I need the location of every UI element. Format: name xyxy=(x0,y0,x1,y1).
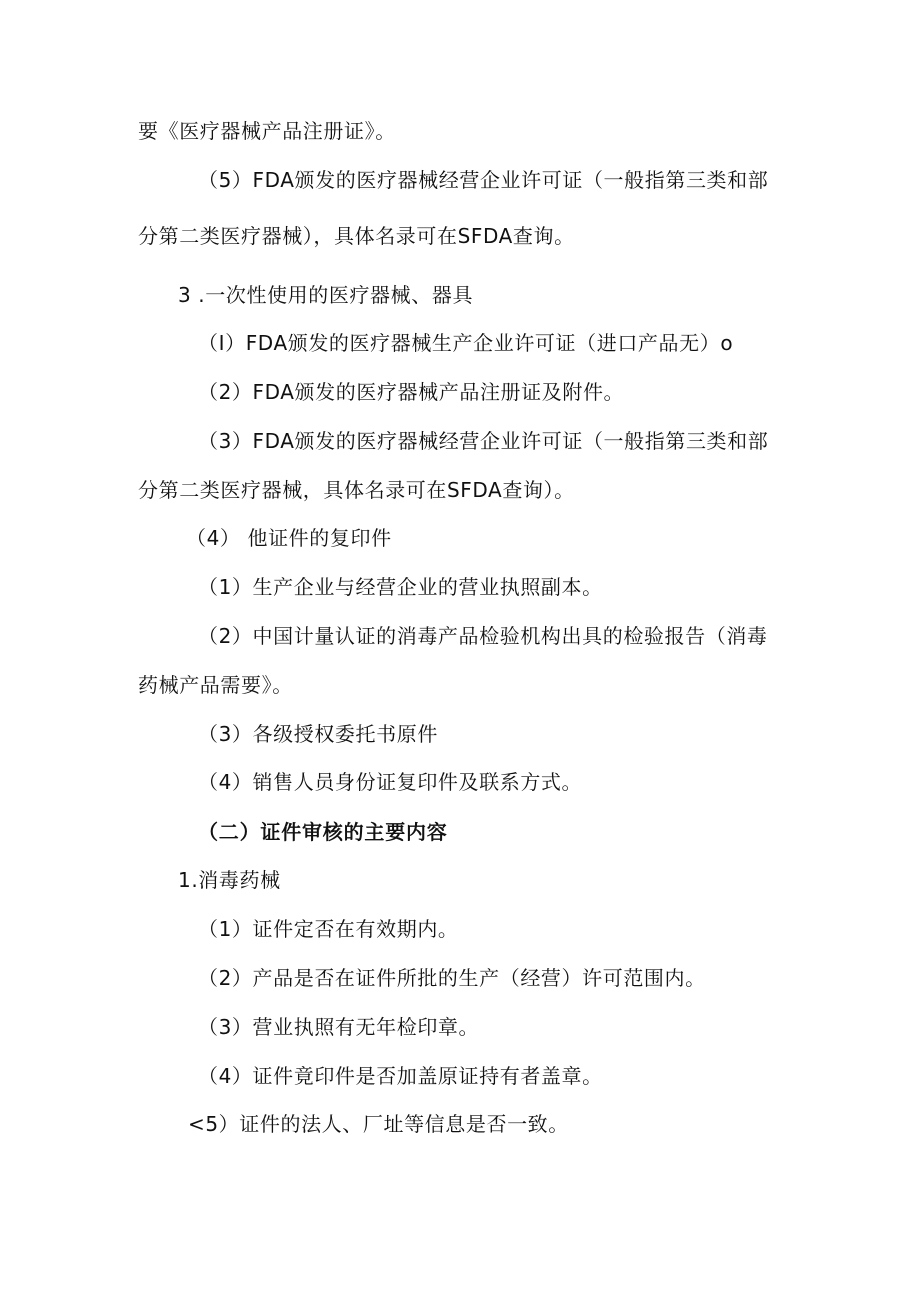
list-item-3-line-2: 分第二类医疗器械，具体名录可在SFDA查询）。 xyxy=(138,478,575,502)
subsection-heading: 1.消毒药械 xyxy=(178,868,281,892)
section-3-heading: 3 .一次性使用的医疗器械、器具 xyxy=(178,283,474,307)
list-item-2-line-1: （2）中国计量认证的消毒产品检验机构出具的检验报告（消毒 xyxy=(198,624,768,648)
list-item-5-line-1: （5）FDA颁发的医疗器械经营企业许可证（一般指第三类和部 xyxy=(198,168,769,192)
list-item-1: （I）FDA颁发的医疗器械生产企业许可证（进口产品无）o xyxy=(198,331,734,355)
list-item-5-line-2: 分第二类医疗器械），具体名录可在SFDA查询。 xyxy=(138,224,575,248)
list-item-4: （4）销售人员身份证复印件及联系方式。 xyxy=(198,770,583,794)
list-item-4: （4）证件竟印件是否加盖原证持有者盖章。 xyxy=(198,1064,603,1088)
list-item-2-line-2: 药械产品需要》。 xyxy=(138,673,293,697)
paragraph-line: 要《医疗器械产品注册证》。 xyxy=(138,119,396,143)
list-item-5: <5）证件的法人、厂址等信息是否一致。 xyxy=(188,1112,569,1136)
list-item-2: （2）FDA颁发的医疗器械产品注册证及附件。 xyxy=(198,380,625,404)
list-item-1: （1）生产企业与经营企业的营业执照副本。 xyxy=(198,575,603,599)
list-item-3-line-1: （3）FDA颁发的医疗器械经营企业许可证（一般指第三类和部 xyxy=(198,429,769,453)
list-item-2: （2）产品是否在证件所批的生产（经营）许可范围内。 xyxy=(198,966,706,990)
list-item-3: （3）各级授权委托书原件 xyxy=(198,722,438,746)
list-item-1: （1）证件定否在有效期内。 xyxy=(198,917,459,941)
list-item-4-heading: （4） 他证件的复印件 xyxy=(186,526,392,550)
list-item-3: （3）营业执照有无年检印章。 xyxy=(198,1015,480,1039)
section-heading: （二）证件审核的主要内容 xyxy=(198,820,448,844)
